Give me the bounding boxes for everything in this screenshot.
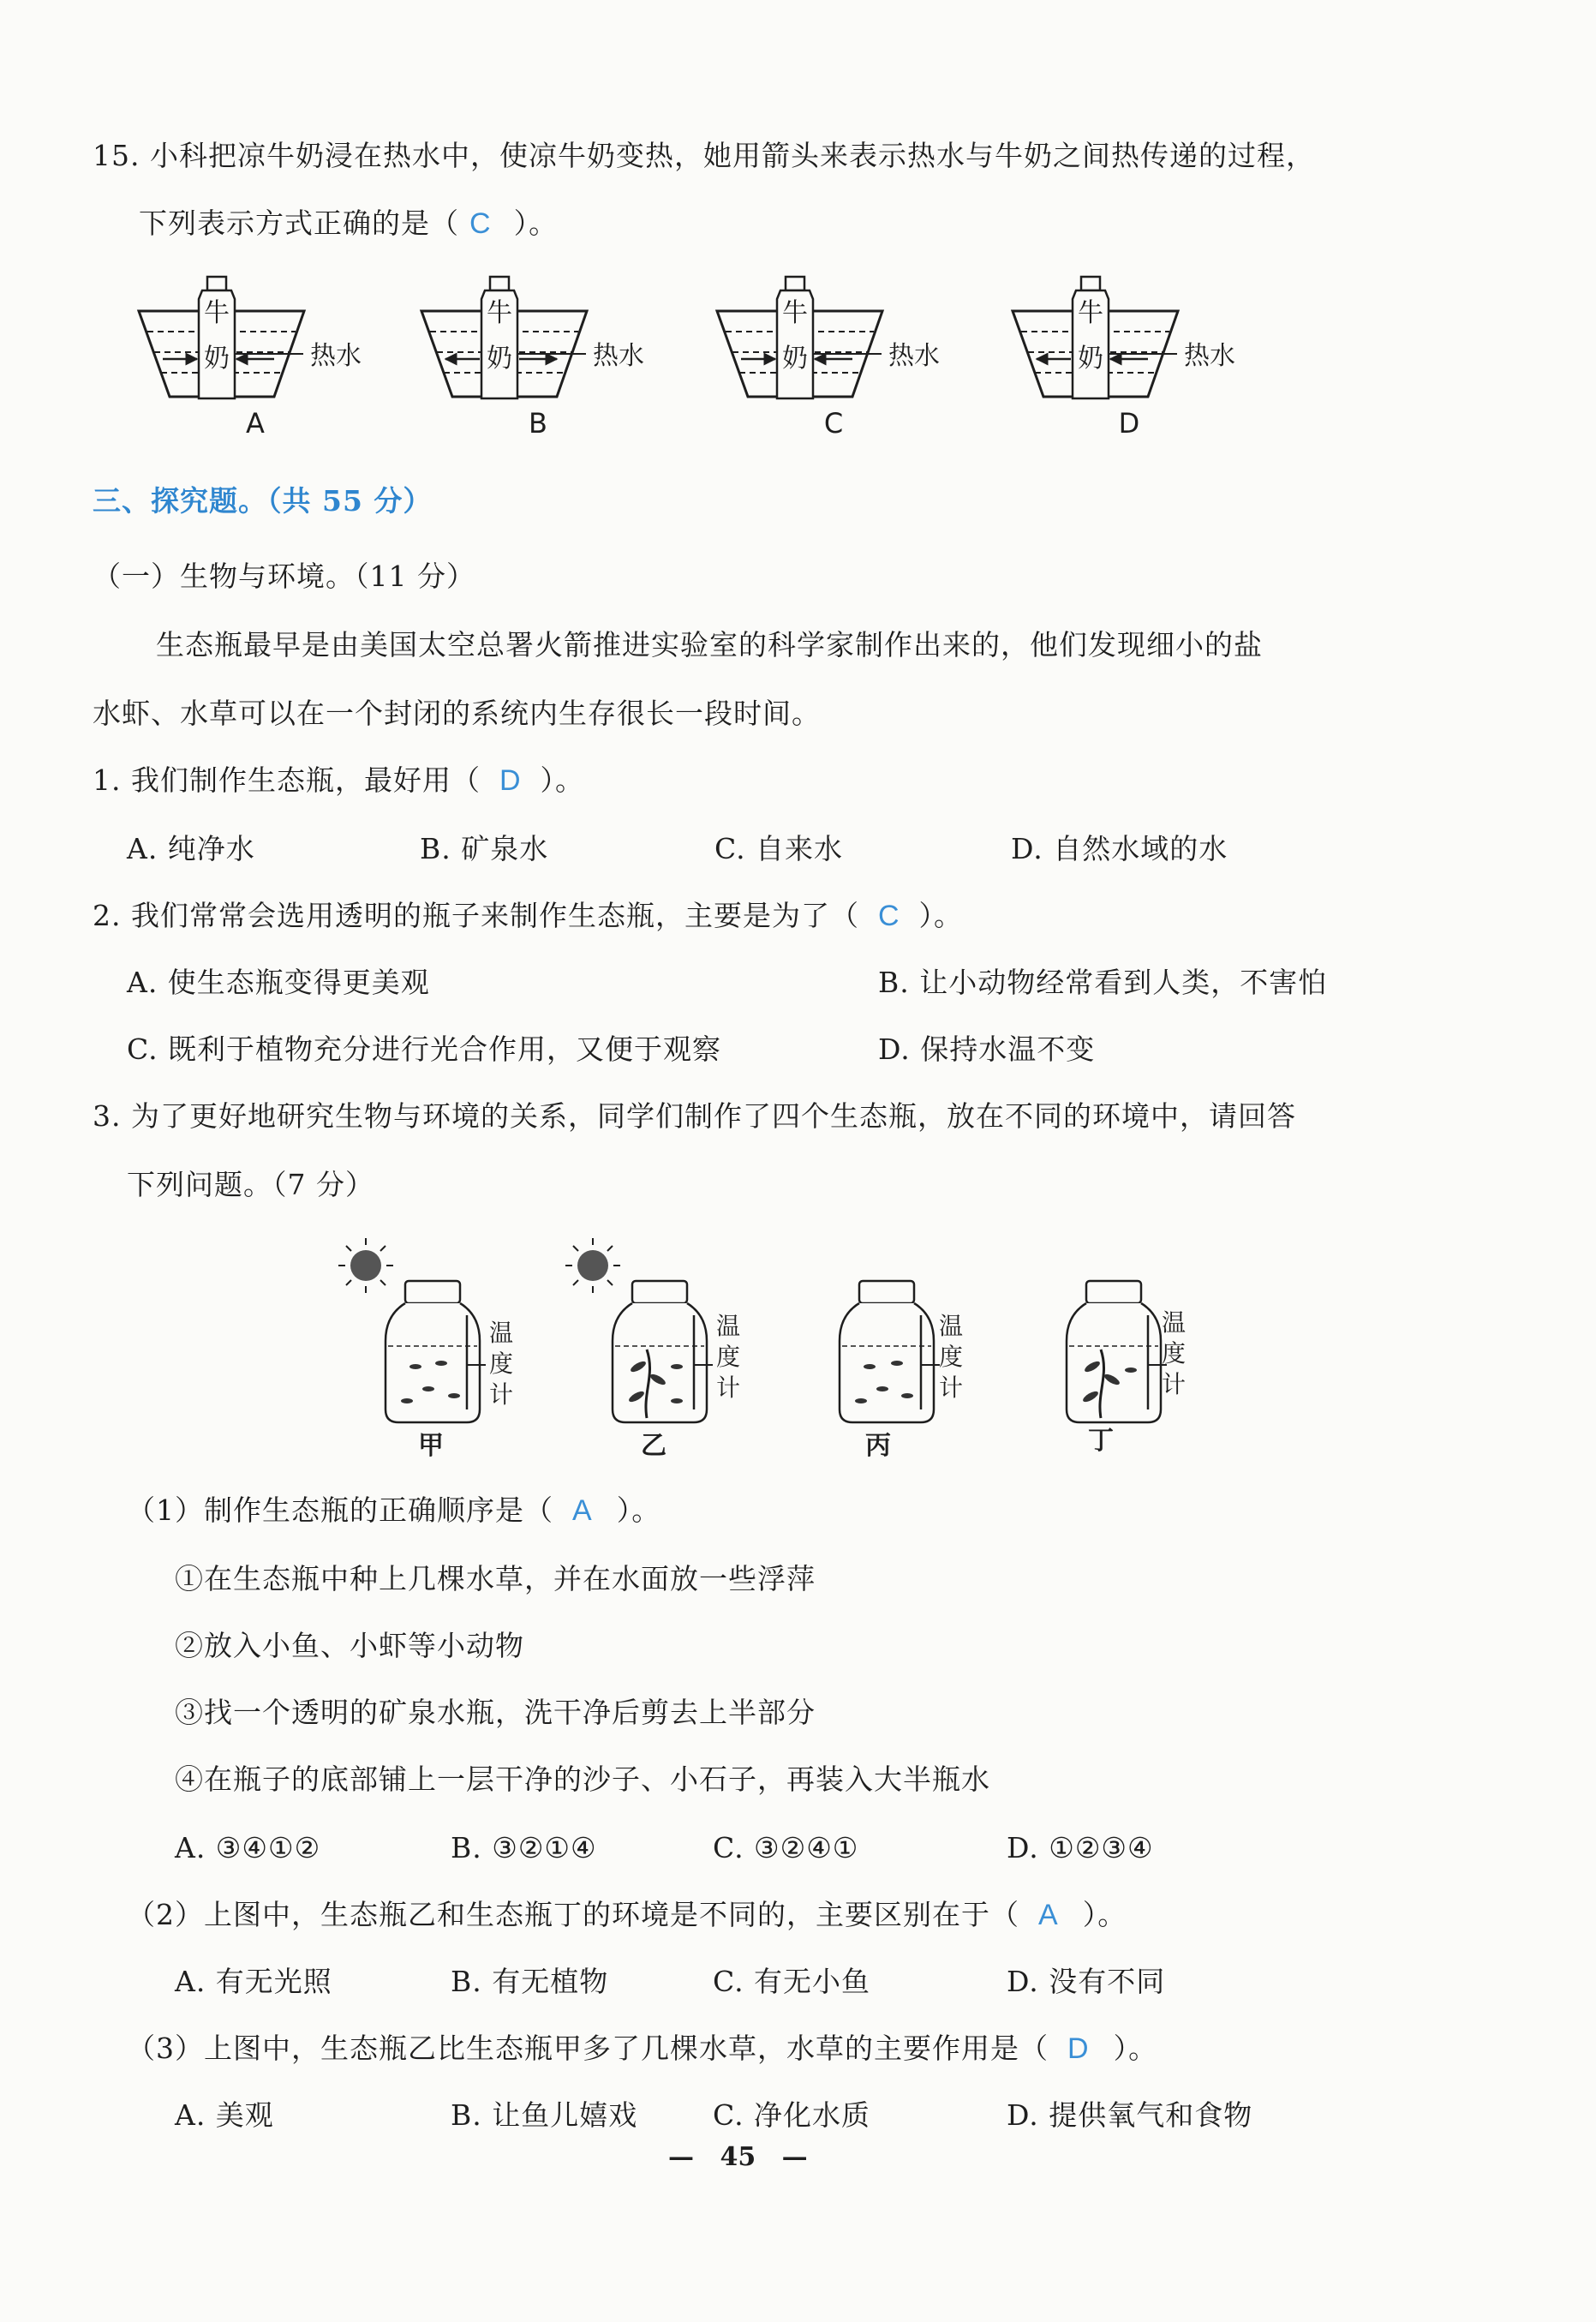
q3-3-stem-end: ）。 xyxy=(1113,2032,1158,2065)
q3-2-answer: A xyxy=(1038,1899,1059,1931)
option-label-d: D xyxy=(1118,407,1140,440)
milk-label-d-1: 牛 xyxy=(1078,298,1103,328)
sun-icon-jia xyxy=(338,1238,393,1293)
thermo-label-yi-1: 温 xyxy=(715,1312,741,1340)
q1-option-a: A. 纯净水 xyxy=(127,832,255,865)
basin-a xyxy=(139,277,304,398)
bottle-label-jia: 甲 xyxy=(418,1431,444,1461)
water-label-a: 热水 xyxy=(310,341,362,371)
bottle-jia xyxy=(386,1281,486,1422)
eco-bottles-figure xyxy=(330,1230,1204,1469)
q1-option-b: B. 矿泉水 xyxy=(420,832,549,865)
milk-label-b-2: 奶 xyxy=(487,344,512,374)
q3-1-option-d: D. ①②③④ xyxy=(1007,1831,1154,1864)
section-title: 三、探究题。（共 55 分） xyxy=(93,484,433,518)
bottle-label-yi: 乙 xyxy=(641,1431,666,1461)
q3-2-option-a: A. 有无光照 xyxy=(175,1965,332,1998)
part1-intro-2: 水虾、水草可以在一个封闭的系统内生存很长一段时间。 xyxy=(93,697,821,730)
q15-line2 xyxy=(139,206,558,241)
thermo-label-bing-2: 度 xyxy=(938,1343,964,1371)
option-label-a: A xyxy=(246,407,265,440)
page-number-value: 45 xyxy=(720,2142,756,2172)
water-label-c: 热水 xyxy=(888,341,940,371)
q2-option-b: B. 让小动物经常看到人类，不害怕 xyxy=(878,966,1328,999)
q3-1-option-a: A. ③④①② xyxy=(175,1831,321,1864)
bottle-label-bing: 丙 xyxy=(865,1431,891,1461)
milk-label-a-1: 牛 xyxy=(204,298,230,328)
milk-label-c-1: 牛 xyxy=(782,298,808,328)
q3-2-option-b: B. 有无植物 xyxy=(451,1965,609,1998)
thermo-label-jia-1: 温 xyxy=(488,1319,514,1347)
q3-1-option-c: C. ③②④① xyxy=(713,1831,859,1864)
thermo-label-bing-1: 温 xyxy=(938,1312,964,1340)
thermo-label-jia-3: 计 xyxy=(488,1380,514,1409)
q3-2-stem-end: ）。 xyxy=(1082,1898,1127,1931)
thermo-label-yi-3: 计 xyxy=(715,1373,741,1402)
q2-option-c: C. 既利于植物充分进行光合作用，又便于观察 xyxy=(127,1032,722,1066)
q3-1-answer: A xyxy=(572,1494,593,1527)
q3-3-option-c: C. 净化水质 xyxy=(713,2098,871,2132)
q3-line2: 下列问题。（7 分） xyxy=(127,1168,374,1201)
q1-option-c: C. 自来水 xyxy=(714,832,844,865)
page-dash-left: — xyxy=(668,2142,694,2172)
q15-stem: 下列表示方式正确的是（ xyxy=(139,206,459,240)
q15-figure xyxy=(129,270,1276,450)
option-label-c: C xyxy=(823,407,844,440)
basin-d xyxy=(1013,277,1178,398)
q2-answer: C xyxy=(877,900,900,932)
milk-label-a-2: 奶 xyxy=(204,344,230,374)
thermo-label-ding-1: 温 xyxy=(1161,1308,1187,1337)
sun-icon-yi xyxy=(565,1238,620,1293)
q3-1-stem xyxy=(127,1493,661,1528)
q3-3-stem xyxy=(127,2032,1157,2066)
water-label-b: 热水 xyxy=(593,341,644,371)
q2-option-a: A. 使生态瓶变得更美观 xyxy=(127,966,430,999)
milk-label-c-2: 奶 xyxy=(782,344,808,374)
q3-2-option-d: D. 没有不同 xyxy=(1007,1965,1166,1998)
thermo-label-bing-3: 计 xyxy=(938,1373,964,1402)
q3-1-stem-end: ）。 xyxy=(616,1493,661,1527)
q3-3-answer: D xyxy=(1067,2032,1090,2065)
q3-2-stem-text: （2）上图中，生态瓶乙和生态瓶丁的环境是不同的，主要区别在于（ xyxy=(127,1898,1019,1931)
q3-1-stem-text: （1）制作生态瓶的正确顺序是（ xyxy=(127,1493,553,1527)
q3-line1: 3. 为了更好地研究生物与环境的关系，同学们制作了四个生态瓶，放在不同的环境中，请回答 xyxy=(93,1099,1296,1133)
q2-stem xyxy=(93,899,963,933)
q3-1-step-1: ①在生态瓶中种上几棵水草，并在水面放一些浮萍 xyxy=(175,1562,816,1595)
q1-stem xyxy=(93,763,584,798)
option-label-b: B xyxy=(529,407,547,440)
thermo-label-yi-2: 度 xyxy=(715,1343,741,1371)
q2-stem-text: 2. 我们常常会选用透明的瓶子来制作生态瓶，主要是为了（ xyxy=(93,899,859,932)
q3-2-option-c: C. 有无小鱼 xyxy=(713,1965,871,1998)
q15-line1: 15. 小科把凉牛奶浸在热水中，使凉牛奶变热，她用箭头来表示热水与牛奶之间热传递的过程， xyxy=(93,139,1315,172)
basin-c xyxy=(717,277,882,398)
q15-stem-end: ）。 xyxy=(513,206,559,240)
q1-answer: D xyxy=(499,764,522,797)
q3-2-stem xyxy=(127,1898,1127,1932)
q3-1-step-3: ③找一个透明的矿泉水瓶，洗干净后剪去上半部分 xyxy=(175,1696,816,1729)
q1-stem-text: 1. 我们制作生态瓶，最好用（ xyxy=(93,763,481,797)
thermo-label-ding-3: 计 xyxy=(1161,1370,1187,1398)
q1-stem-end: ）。 xyxy=(540,763,585,797)
milk-label-b-1: 牛 xyxy=(487,298,512,328)
q3-1-step-2: ②放入小鱼、小虾等小动物 xyxy=(175,1629,524,1662)
q15-answer: C xyxy=(469,207,492,240)
water-label-d: 热水 xyxy=(1184,341,1235,371)
bottle-yi xyxy=(613,1281,713,1422)
q3-3-option-a: A. 美观 xyxy=(175,2098,274,2132)
thermo-label-jia-2: 度 xyxy=(488,1350,514,1378)
q2-stem-end: ）。 xyxy=(918,899,964,932)
part1-title: （一）生物与环境。（11 分） xyxy=(93,560,475,593)
q3-1-step-4: ④在瓶子的底部铺上一层干净的沙子、小石子，再装入大半瓶水 xyxy=(175,1762,990,1796)
basin-b xyxy=(421,277,587,398)
bottle-label-ding: 丁 xyxy=(1088,1426,1114,1456)
q1-option-d: D. 自然水域的水 xyxy=(1011,832,1228,865)
page-dash-right: — xyxy=(781,2142,808,2172)
milk-label-d-2: 奶 xyxy=(1078,344,1103,374)
page-number xyxy=(668,2142,808,2172)
bottle-ding xyxy=(1067,1281,1167,1422)
q2-option-d: D. 保持水温不变 xyxy=(878,1032,1096,1066)
bottle-bing xyxy=(840,1281,940,1422)
q3-3-option-d: D. 提供氧气和食物 xyxy=(1007,2098,1253,2132)
q3-3-stem-text: （3）上图中，生态瓶乙比生态瓶甲多了几棵水草，水草的主要作用是（ xyxy=(127,2032,1049,2065)
thermo-label-ding-2: 度 xyxy=(1161,1339,1187,1367)
q3-1-option-b: B. ③②①④ xyxy=(451,1831,597,1864)
q3-3-option-b: B. 让鱼儿嬉戏 xyxy=(451,2098,638,2132)
part1-intro-1: 生态瓶最早是由美国太空总署火箭推进实验室的科学家制作出来的，他们发现细小的盐 xyxy=(156,628,1263,661)
